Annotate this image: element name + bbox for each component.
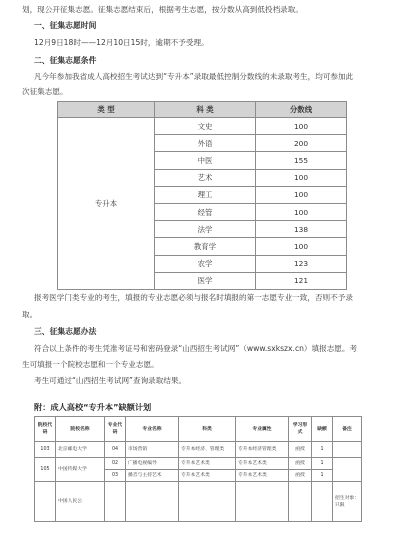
apx-cell-form: 函授 bbox=[289, 458, 312, 470]
section-text-method-c: 考生可通过“山西招生考试网”查询录取结果。 bbox=[34, 376, 187, 385]
section-text-method-a: 符合以上条件的考生凭准考证号和密码登录“山西招生考试网”（www.sxkszx.cn）填报志愿。考 bbox=[34, 344, 358, 353]
score-table bbox=[57, 101, 347, 290]
score-cell: 155 bbox=[256, 152, 347, 169]
table-row bbox=[35, 458, 362, 470]
apx-header-code: 院校代码 bbox=[35, 417, 56, 442]
intro-text: 划，现公开征集志愿。征集志愿结束后，根据考生志愿，按分数从高到低投档录取。 bbox=[22, 5, 303, 14]
apx-cell-school: 北京邮电大学 bbox=[56, 442, 105, 458]
apx-cell-remark bbox=[333, 442, 362, 458]
header-score: 分数线 bbox=[256, 102, 347, 118]
apx-cell-attr bbox=[236, 482, 289, 522]
subject-cell: 外语 bbox=[155, 135, 256, 152]
apx-header-vacancy: 缺额 bbox=[312, 417, 333, 442]
apx-cell-major-code: 03 bbox=[105, 470, 126, 482]
apx-cell-vacancy: 1 bbox=[312, 458, 333, 470]
apx-cell-code bbox=[35, 482, 56, 522]
apx-cell-code: 103 bbox=[35, 442, 56, 458]
score-cell: 100 bbox=[256, 203, 347, 220]
subject-cell: 医学 bbox=[155, 272, 256, 289]
score-cell: 100 bbox=[256, 238, 347, 255]
header-subject: 科 类 bbox=[155, 102, 256, 118]
score-cell: 123 bbox=[256, 255, 347, 272]
section-text-conditions-a: 凡今年参加我省成人高校招生考试达到“专升本”录取最低控制分数线的未录取考生，均可参加此 bbox=[34, 72, 354, 81]
apx-cell-school: 中国传媒大学 bbox=[56, 458, 105, 482]
apx-header-remark: 备注 bbox=[333, 417, 362, 442]
apx-cell-remark bbox=[333, 458, 362, 482]
apx-cell-remark: 招生对象：只限 bbox=[333, 482, 362, 522]
section-text-method-b: 生可填报一个院校志愿和一个专业志愿。 bbox=[22, 360, 159, 369]
apx-cell-category: 专升本艺术类 bbox=[179, 458, 236, 470]
section-heading-time: 一、征集志愿时间 bbox=[34, 21, 97, 30]
score-cell: 100 bbox=[256, 169, 347, 186]
note-text-b: 取。 bbox=[22, 310, 38, 319]
apx-cell-major-code bbox=[105, 482, 126, 522]
subject-cell: 农学 bbox=[155, 255, 256, 272]
apx-header-attr: 专业属性 bbox=[236, 417, 289, 442]
apx-cell-major: 广播电视编导 bbox=[126, 458, 179, 470]
score-cell: 100 bbox=[256, 186, 347, 203]
subject-cell: 中医 bbox=[155, 152, 256, 169]
subject-cell: 理工 bbox=[155, 186, 256, 203]
apx-cell-vacancy: 1 bbox=[312, 442, 333, 458]
apx-cell-category bbox=[179, 482, 236, 522]
table-row bbox=[58, 118, 347, 135]
header-type: 类 型 bbox=[58, 102, 155, 118]
apx-cell-form: 函授 bbox=[289, 442, 312, 458]
section-heading-method: 三、征集志愿办法 bbox=[34, 327, 97, 336]
apx-header-school: 院校名称 bbox=[56, 417, 105, 442]
apx-header-category: 科类 bbox=[179, 417, 236, 442]
apx-cell-major bbox=[126, 482, 179, 522]
appendix-table bbox=[34, 416, 362, 522]
apx-cell-major-code: 02 bbox=[105, 458, 126, 470]
apx-cell-major: 播音与主持艺术 bbox=[126, 470, 179, 482]
section-text-conditions-b: 次征集志愿。 bbox=[22, 87, 68, 96]
apx-cell-category: 专升本艺术类 bbox=[179, 470, 236, 482]
note-text-a: 报考医学门类专业的考生，填报的专业志愿必须与报名时填报的第一志愿专业一致，否则不予录 bbox=[34, 293, 353, 302]
apx-cell-form: 函授 bbox=[289, 470, 312, 482]
apx-cell-form bbox=[289, 482, 312, 522]
apx-cell-category: 专升本经济、管理类 bbox=[179, 442, 236, 458]
section-heading-conditions: 二、征集志愿条件 bbox=[34, 56, 97, 65]
apx-cell-attr: 专升本艺术类 bbox=[236, 470, 289, 482]
subject-cell: 艺术 bbox=[155, 169, 256, 186]
apx-cell-vacancy bbox=[312, 482, 333, 522]
apx-header-form: 学习形式 bbox=[289, 417, 312, 442]
score-cell: 100 bbox=[256, 118, 347, 135]
section-text-time: 12月9日18时——12月10日15时，逾期不予受理。 bbox=[34, 38, 209, 47]
appendix-header-row bbox=[35, 417, 362, 442]
apx-cell-attr: 专升本艺术类 bbox=[236, 458, 289, 470]
table-row bbox=[35, 442, 362, 458]
subject-cell: 经管 bbox=[155, 203, 256, 220]
appendix-title: 附：成人高校“专升本”缺额计划 bbox=[34, 402, 152, 412]
score-table-header-row bbox=[58, 102, 347, 118]
subject-cell: 教育学 bbox=[155, 238, 256, 255]
apx-cell-school: 中国人民公 bbox=[56, 482, 105, 522]
apx-cell-major-code: 04 bbox=[105, 442, 126, 458]
apx-cell-vacancy: 1 bbox=[312, 470, 333, 482]
apx-header-major-code: 专业代码 bbox=[105, 417, 126, 442]
apx-cell-code: 105 bbox=[35, 458, 56, 482]
subject-cell: 法学 bbox=[155, 221, 256, 238]
score-cell: 121 bbox=[256, 272, 347, 289]
apx-header-major: 专业名称 bbox=[126, 417, 179, 442]
category-cell: 专升本 bbox=[58, 118, 155, 290]
score-cell: 138 bbox=[256, 221, 347, 238]
apx-cell-attr: 专升本经济管理类 bbox=[236, 442, 289, 458]
apx-cell-major: 市场营销 bbox=[126, 442, 179, 458]
table-row bbox=[35, 482, 362, 522]
score-cell: 200 bbox=[256, 135, 347, 152]
subject-cell: 文史 bbox=[155, 118, 256, 135]
